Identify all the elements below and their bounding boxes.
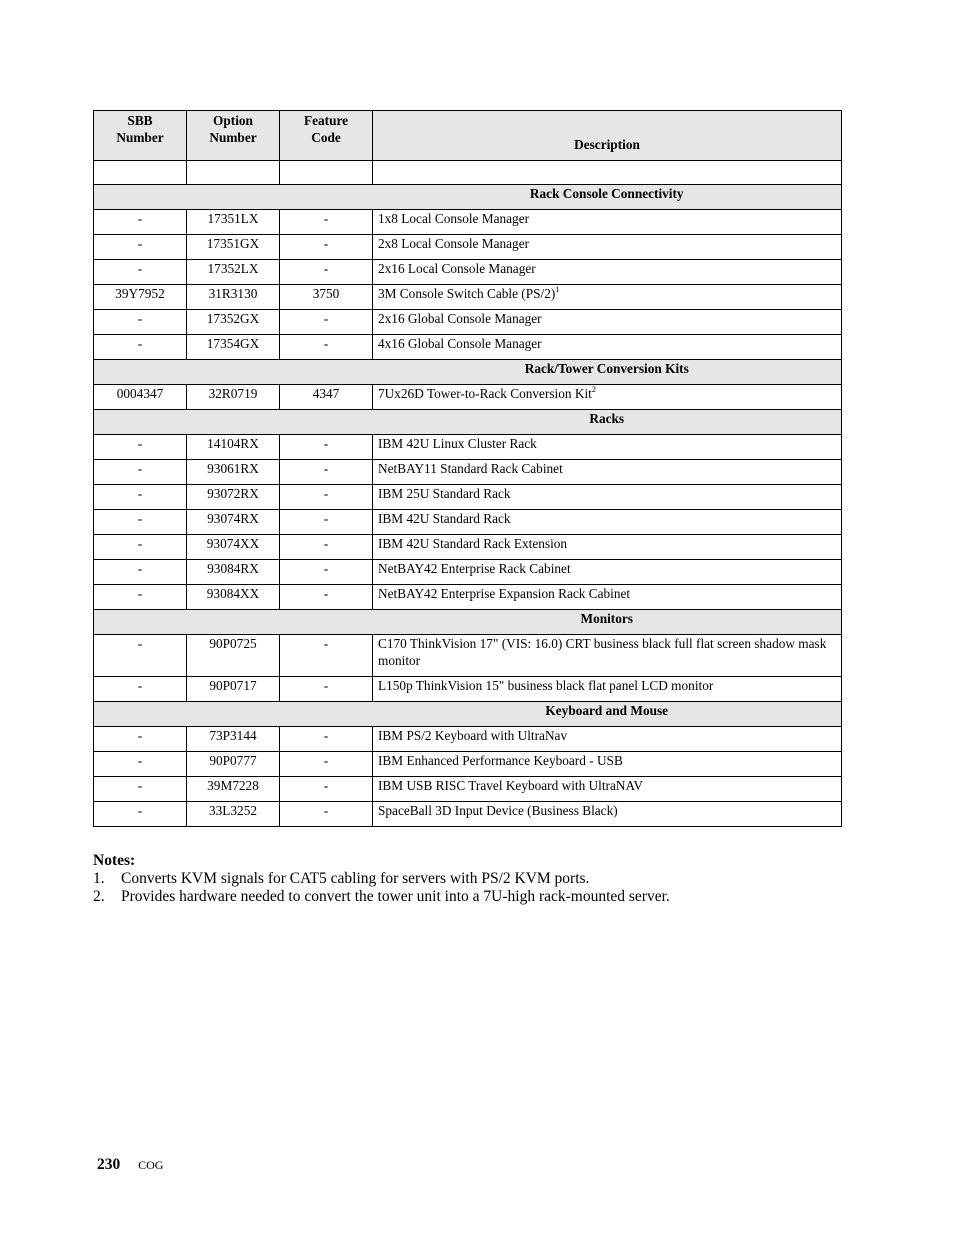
section-title: Keyboard and Mouse [373, 702, 842, 727]
feature-code-cell: - [280, 435, 373, 460]
table-row [94, 752, 842, 777]
section-header-row [94, 702, 842, 727]
feature-code-cell: - [280, 260, 373, 285]
header-feature-code: Feature Code [280, 111, 373, 161]
description-cell: IBM 42U Standard Rack [373, 510, 842, 535]
sbb-number-cell: - [94, 560, 187, 585]
table-row [94, 335, 842, 360]
option-number-cell: 17352LX [187, 260, 280, 285]
table-row [94, 727, 842, 752]
description-cell: 3M Console Switch Cable $(PS/2)^1$ [373, 285, 842, 310]
description-cell: IBM 25U Standard Rack [373, 485, 842, 510]
table-row [94, 285, 842, 310]
page-footer [97, 1156, 163, 1174]
notes-title: Notes: [93, 852, 136, 869]
sbb-number-cell: - [94, 460, 187, 485]
description-cell: 2x8 Local Console Manager [373, 235, 842, 260]
description-cell: IBM 42U Linux Cluster Rack [373, 435, 842, 460]
option-number-cell: 32R0719 [187, 385, 280, 410]
feature-code-cell: 4347 [280, 385, 373, 410]
section-header-row [94, 360, 842, 385]
feature-code-cell: - [280, 727, 373, 752]
feature-code-cell: - [280, 235, 373, 260]
section-title: Racks [373, 410, 842, 435]
section-header-row [94, 410, 842, 435]
sbb-number-cell: - [94, 435, 187, 460]
option-number-cell: 93074XX [187, 535, 280, 560]
sbb-number-cell: 39Y7952 [94, 285, 187, 310]
feature-code-cell: - [280, 460, 373, 485]
feature-code-cell: - [280, 677, 373, 702]
option-number-cell: 93084RX [187, 560, 280, 585]
sbb-number-cell: - [94, 310, 187, 335]
option-number-cell: 90P0717 [187, 677, 280, 702]
feature-code-cell: - [280, 335, 373, 360]
note-item [93, 888, 853, 906]
note-number: 2. [93, 888, 105, 905]
table-row [94, 310, 842, 335]
options-table [93, 110, 842, 827]
table-row [94, 560, 842, 585]
feature-code-cell: - [280, 485, 373, 510]
table-row [94, 235, 842, 260]
sbb-number-cell: - [94, 335, 187, 360]
description-cell: 2x16 Global Console Manager [373, 310, 842, 335]
description-cell: C170 ThinkVision 17" (VIS: 16.0) CRT business black full flat screen shadow mask monitor [373, 635, 842, 677]
doc-code: COG [138, 1158, 164, 1172]
table-row [94, 385, 842, 410]
sbb-number-cell: 0004347 [94, 385, 187, 410]
page-number: 230 [97, 1156, 121, 1173]
option-number-cell: 17354GX [187, 335, 280, 360]
feature-code-cell: - [280, 752, 373, 777]
option-number-cell: 90P0777 [187, 752, 280, 777]
sbb-number-cell: - [94, 677, 187, 702]
note-text: Converts KVM signals for CAT5 cabling for servers with PS/2 KVM ports. [121, 870, 590, 887]
option-number-cell: 93072RX [187, 485, 280, 510]
option-number-cell: 17352GX [187, 310, 280, 335]
header-option-number: Option Number [187, 111, 280, 161]
section-title: Rack Console Connectivity [373, 185, 842, 210]
table-row [94, 585, 842, 610]
feature-code-cell: - [280, 310, 373, 335]
section-title: Monitors [373, 610, 842, 635]
description-cell: L150p ThinkVision 15" business black flat panel LCD monitor [373, 677, 842, 702]
table-row [94, 435, 842, 460]
table-row [94, 510, 842, 535]
feature-code-cell: - [280, 635, 373, 677]
description-cell: NetBAY11 Standard Rack Cabinet [373, 460, 842, 485]
feature-code-cell: - [280, 777, 373, 802]
option-number-cell: 93084XX [187, 585, 280, 610]
sbb-number-cell: - [94, 635, 187, 677]
blank-row [94, 161, 842, 185]
option-number-cell: 39M7228 [187, 777, 280, 802]
description-cell: 1x8 Local Console Manager [373, 210, 842, 235]
notes [93, 852, 853, 906]
description-cell: IBM USB RISC Travel Keyboard with UltraNAV [373, 777, 842, 802]
note-item [93, 870, 853, 888]
table-row [94, 260, 842, 285]
table-row [94, 635, 842, 677]
table-row [94, 802, 842, 827]
description-cell: IBM PS/2 Keyboard with UltraNav [373, 727, 842, 752]
description-cell: IBM Enhanced Performance Keyboard - USB [373, 752, 842, 777]
table-header-row [94, 111, 842, 161]
table-row [94, 677, 842, 702]
header-description: Description [373, 111, 842, 161]
description-cell: IBM 42U Standard Rack Extension [373, 535, 842, 560]
option-number-cell: 73P3144 [187, 727, 280, 752]
option-number-cell: 93074RX [187, 510, 280, 535]
table-row [94, 777, 842, 802]
feature-code-cell: 3750 [280, 285, 373, 310]
description-cell: 7Ux26D Tower-to-Rack Conversion Kit$^2$ [373, 385, 842, 410]
sbb-number-cell: - [94, 510, 187, 535]
feature-code-cell: - [280, 510, 373, 535]
sbb-number-cell: - [94, 752, 187, 777]
footnote-ref: 2 [591, 384, 596, 394]
option-number-cell: 17351GX [187, 235, 280, 260]
section-title: Rack/Tower Conversion Kits [373, 360, 842, 385]
description-cell: 2x16 Local Console Manager [373, 260, 842, 285]
feature-code-cell: - [280, 802, 373, 827]
section-header-row [94, 610, 842, 635]
sbb-number-cell: - [94, 727, 187, 752]
option-number-cell: 90P0725 [187, 635, 280, 677]
option-number-cell: 31R3130 [187, 285, 280, 310]
footnote-ref: 1 [555, 284, 560, 294]
table-row [94, 460, 842, 485]
sbb-number-cell: - [94, 210, 187, 235]
table-body [94, 161, 842, 827]
sbb-number-cell: - [94, 260, 187, 285]
feature-code-cell: - [280, 560, 373, 585]
header-sbb-number: SBB Number [94, 111, 187, 161]
sbb-number-cell: - [94, 485, 187, 510]
feature-code-cell: - [280, 210, 373, 235]
sbb-number-cell: - [94, 777, 187, 802]
description-cell: 4x16 Global Console Manager [373, 335, 842, 360]
note-text: Provides hardware needed to convert the tower unit into a 7U-high rack-mounted server. [121, 888, 670, 905]
sbb-number-cell: - [94, 235, 187, 260]
option-number-cell: 17351LX [187, 210, 280, 235]
description-cell: SpaceBall 3D Input Device (Business Black) [373, 802, 842, 827]
description-cell: NetBAY42 Enterprise Rack Cabinet [373, 560, 842, 585]
note-number: 1. [93, 870, 105, 887]
option-number-cell: 33L3252 [187, 802, 280, 827]
feature-code-cell: - [280, 535, 373, 560]
sbb-number-cell: - [94, 585, 187, 610]
section-header-row [94, 185, 842, 210]
table-row [94, 210, 842, 235]
sbb-number-cell: - [94, 535, 187, 560]
sbb-number-cell: - [94, 802, 187, 827]
description-cell: NetBAY42 Enterprise Expansion Rack Cabinet [373, 585, 842, 610]
table-row [94, 535, 842, 560]
option-number-cell: 14104RX [187, 435, 280, 460]
feature-code-cell: - [280, 585, 373, 610]
option-number-cell: 93061RX [187, 460, 280, 485]
table-row [94, 485, 842, 510]
